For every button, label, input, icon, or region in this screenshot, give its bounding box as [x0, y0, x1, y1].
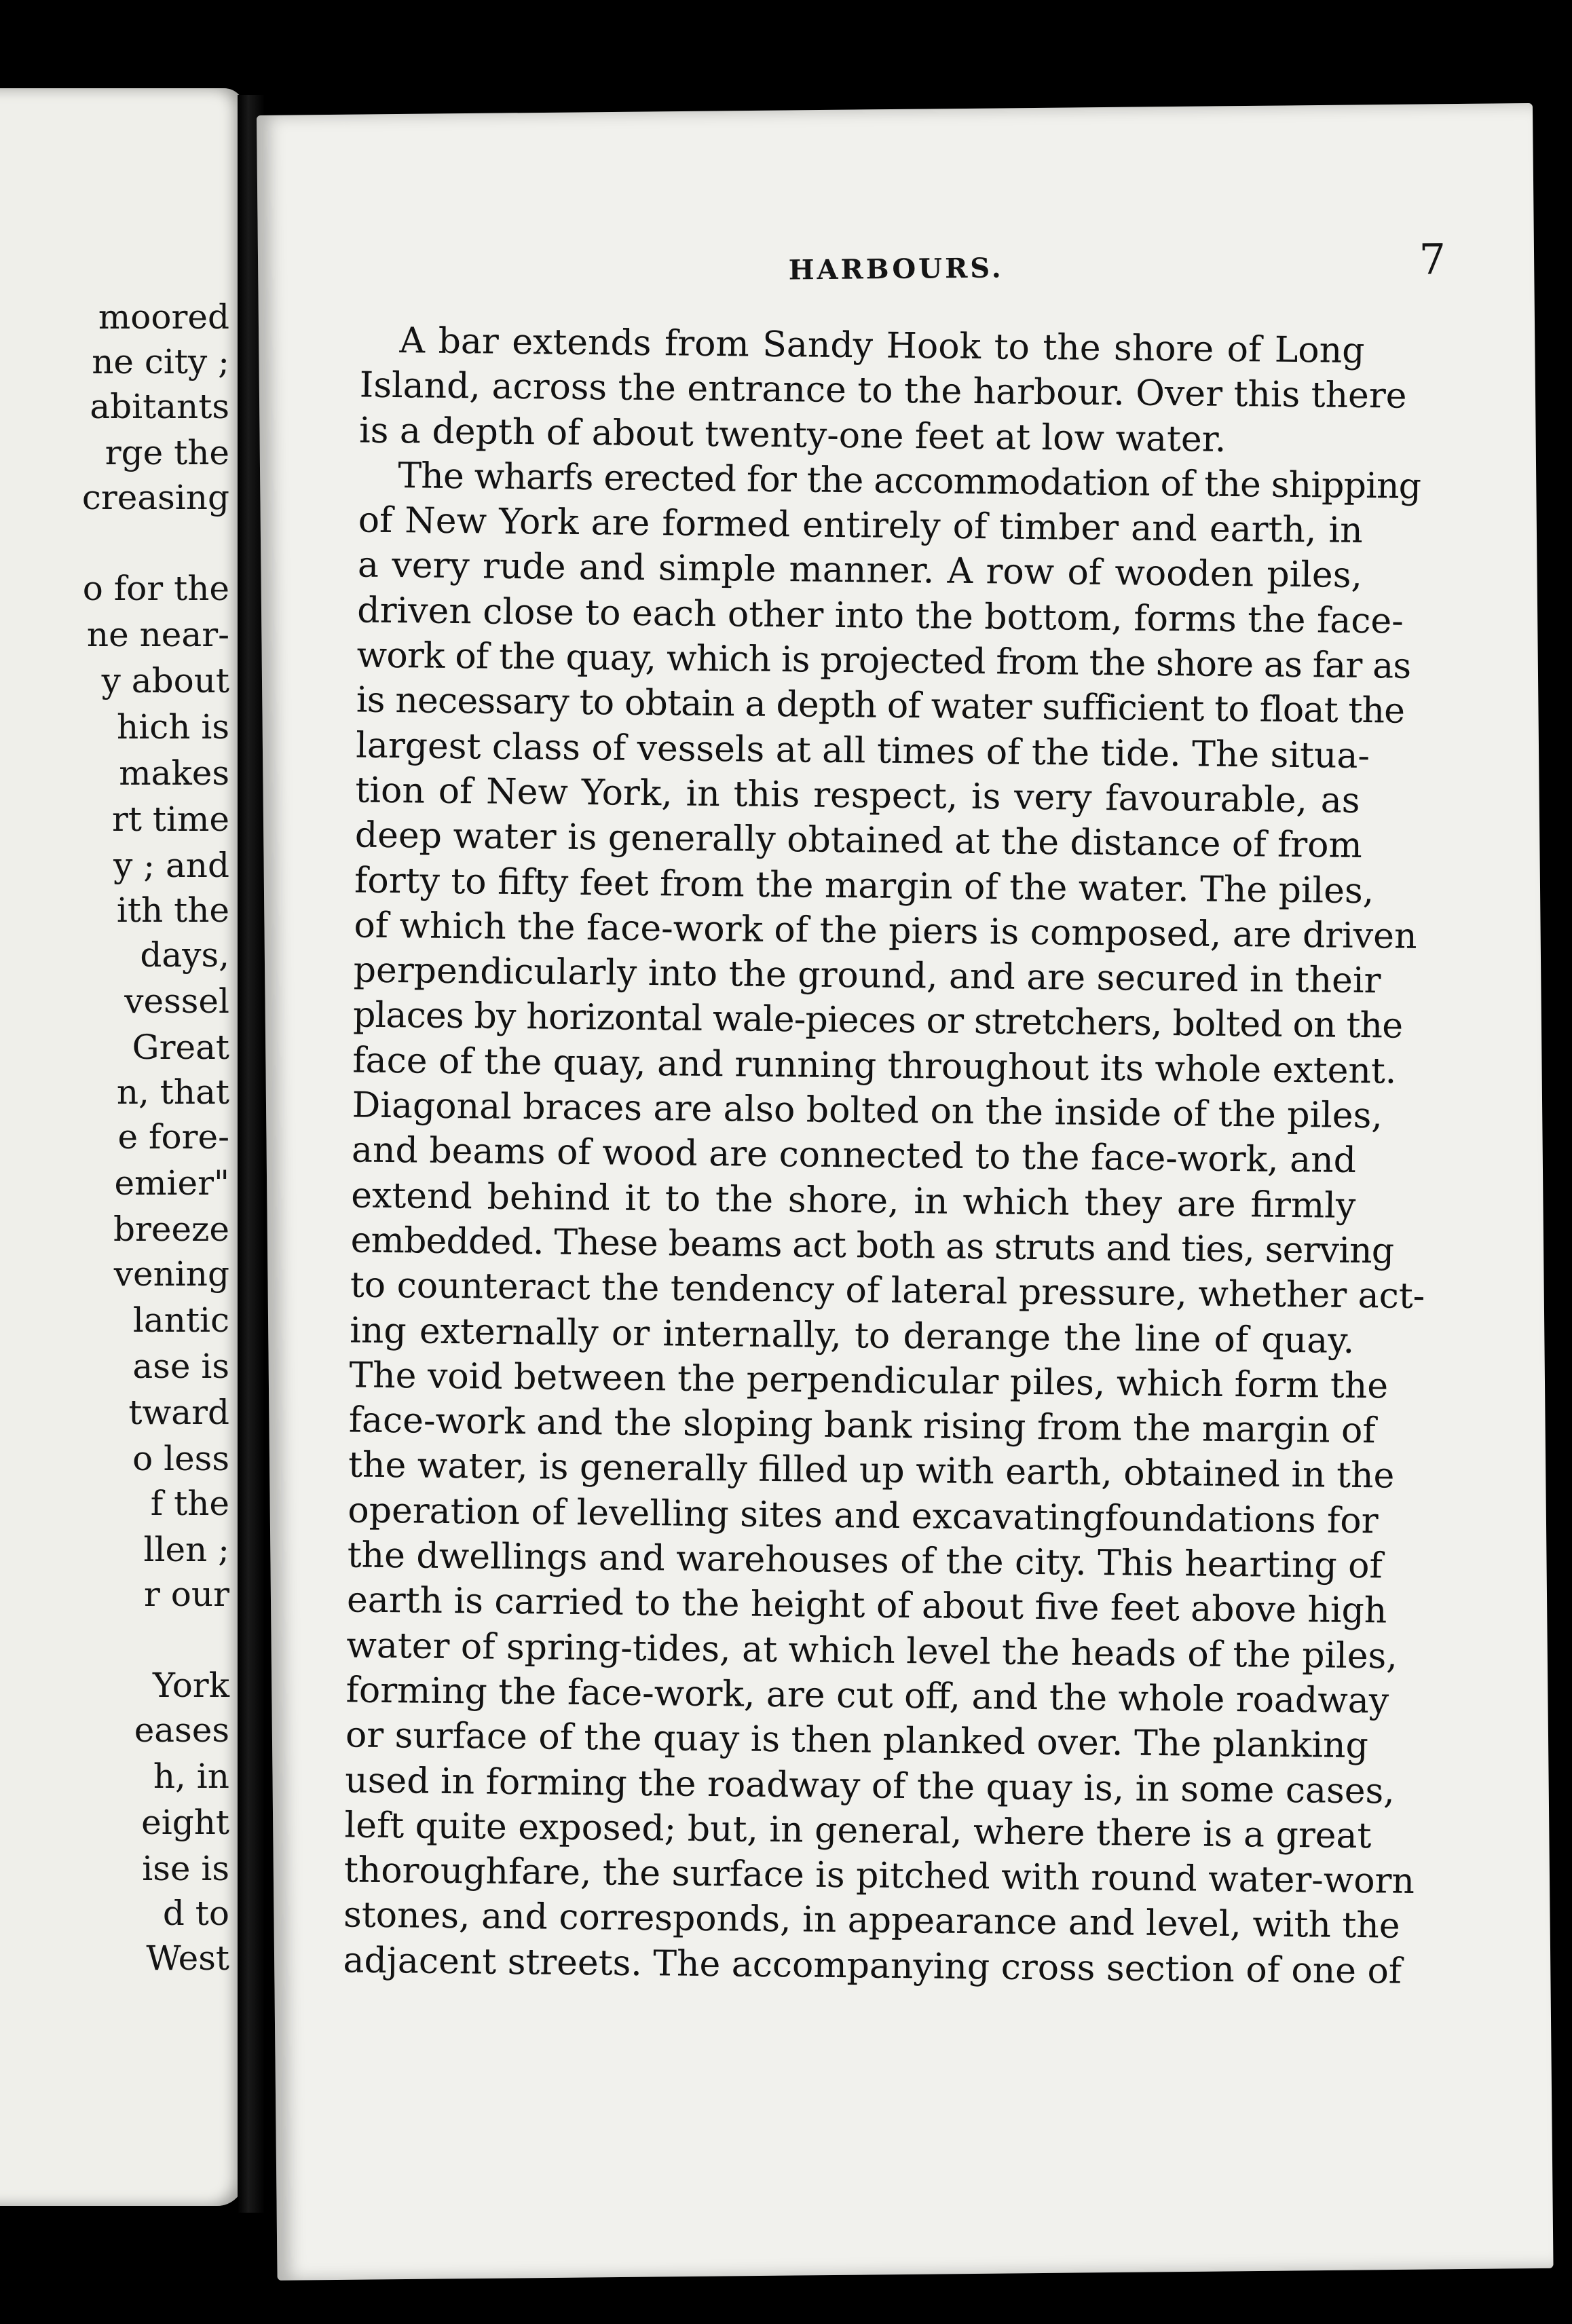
left-page-fragment: n, that	[116, 1072, 229, 1112]
left-page-fragment: abitants	[90, 387, 229, 426]
text-line: of New York are formed entirely of timber and earth, in	[358, 500, 1363, 552]
text-line: deep water is generally obtained at the distance of from	[354, 814, 1363, 867]
text-line: earth is carried to the height of about five feet above high	[346, 1579, 1387, 1632]
left-facing-page	[0, 88, 244, 2206]
text-line: operation of levelling sites and excavatingfoundations for	[348, 1490, 1379, 1542]
left-page-fragment: d to	[162, 1894, 229, 1933]
left-page-fragment: tward	[128, 1393, 229, 1432]
text-line: left quite exposed; but, in general, where there is a great	[344, 1805, 1372, 1857]
left-page-fragment: f the	[150, 1484, 229, 1523]
book-page	[257, 103, 1554, 2281]
page-number: 7	[1419, 234, 1446, 284]
text-line: face of the quay, and running throughout its whole extent.	[352, 1040, 1397, 1092]
text-line: perpendicularly into the ground, and are secured in their	[353, 950, 1381, 1002]
left-page-fragment: rt time	[112, 800, 229, 839]
text-line: work of the quay, which is projected from the shore as far as	[356, 635, 1411, 687]
left-page-fragment: West	[146, 1938, 229, 1978]
left-page-fragment: vessel	[124, 981, 229, 1021]
left-page-fragment: eases	[134, 1710, 229, 1750]
text-line: water of spring-tides, at which level the heads of the piles,	[346, 1625, 1398, 1677]
text-line: forty to fifty feet from the margin of the water. The piles,	[354, 860, 1374, 912]
running-head: HARBOURS.	[788, 252, 1004, 286]
text-line: the water, is generally filled up with earth, obtained in the	[348, 1444, 1395, 1497]
text-line: tion of New York, in this respect, is very favourable, as	[355, 770, 1360, 821]
left-page-fragment: ase is	[132, 1347, 229, 1386]
left-page-fragment: ise is	[142, 1849, 229, 1888]
left-page-fragment: lantic	[132, 1300, 229, 1340]
left-page-fragment: moored	[98, 297, 229, 337]
left-page-fragment: r our	[143, 1575, 229, 1614]
left-page-fragment: ne near-	[86, 615, 229, 654]
left-page-fragment: creasing	[81, 478, 229, 517]
text-line: is a depth of about twenty-one feet at low water.	[358, 410, 1227, 460]
text-line: largest class of vessels at all times of the tide. The situa-	[355, 725, 1370, 776]
left-page-fragment: o for the	[82, 569, 229, 608]
text-line: extend behind it to the shore, in which they are firmly	[351, 1175, 1356, 1226]
left-page-fragment: days,	[140, 935, 229, 975]
text-line: thoroughfare, the surface is pitched with round water-worn	[343, 1850, 1415, 1903]
left-page-fragment: rge the	[105, 433, 229, 472]
text-line: or surface of the quay is then planked over. The planking	[345, 1714, 1369, 1767]
left-page-fragment: ne city ;	[92, 342, 229, 381]
text-line: of which the face-work of the piers is composed, are driven	[354, 905, 1417, 957]
text-line: a very rude and simple manner. A row of wooden piles,	[357, 545, 1363, 597]
left-page-fragment: h, in	[153, 1757, 229, 1796]
left-page-fragment: e fore-	[117, 1117, 229, 1157]
left-page-fragment: y ; and	[113, 846, 229, 885]
text-line: the dwellings and warehouses of the city. This hearting of	[347, 1535, 1383, 1587]
text-line: face-work and the sloping bank rising from the margin of	[348, 1400, 1376, 1452]
text-line: A bar extends from Sandy Hook to the shore of Long	[399, 320, 1365, 372]
text-line: The wharfs erected for the accommodation of the shipping	[398, 455, 1421, 507]
text-line: ing externally or internally, to derange the line of quay.	[349, 1309, 1355, 1362]
left-page-fragment: emier"	[114, 1163, 229, 1203]
text-line: stones, and corresponds, in appearance and level, with the	[343, 1894, 1400, 1947]
left-page-fragment: makes	[119, 753, 229, 793]
text-line: driven close to each other into the bottom, forms the face-	[357, 590, 1404, 642]
text-line: used in forming the roadway of the quay is, in some cases,	[344, 1759, 1396, 1812]
left-page-fragment: vening	[113, 1254, 229, 1294]
text-line: to counteract the tendency of lateral pressure, whether act-	[350, 1264, 1425, 1317]
left-page-fragment: y about	[101, 661, 229, 700]
text-line: is necessary to obtain a depth of water sufficient to float the	[356, 679, 1405, 732]
left-page-fragment: hich is	[117, 707, 229, 747]
left-page-fragment: llen ;	[143, 1530, 229, 1569]
left-page-fragment: breeze	[113, 1210, 229, 1249]
left-page-fragment: ith the	[116, 891, 229, 930]
text-line: and beams of wood are connected to the face-work, and	[351, 1129, 1357, 1182]
text-line: forming the face-work, are cut off, and the whole roadway	[345, 1670, 1389, 1722]
text-line: embedded. These beams act both as struts and ties, serving	[350, 1220, 1394, 1272]
left-page-fragment: eight	[141, 1803, 229, 1842]
text-line: adjacent streets. The accompanying cross section of one of	[343, 1940, 1402, 1992]
text-line: The void between the perpendicular piles, which form the	[349, 1355, 1389, 1407]
left-page-fragment: o less	[132, 1439, 229, 1478]
text-line: places by horizontal wale-pieces or stretchers, bolted on the	[352, 994, 1403, 1047]
text-line: Island, across the entrance to the harbour. Over this there	[359, 364, 1407, 417]
text-line: Diagonal braces are also bolted on the inside of the piles,	[352, 1085, 1383, 1137]
left-page-fragment: York	[153, 1666, 229, 1705]
left-page-fragment: Great	[132, 1028, 229, 1067]
body-text	[343, 318, 1425, 1993]
